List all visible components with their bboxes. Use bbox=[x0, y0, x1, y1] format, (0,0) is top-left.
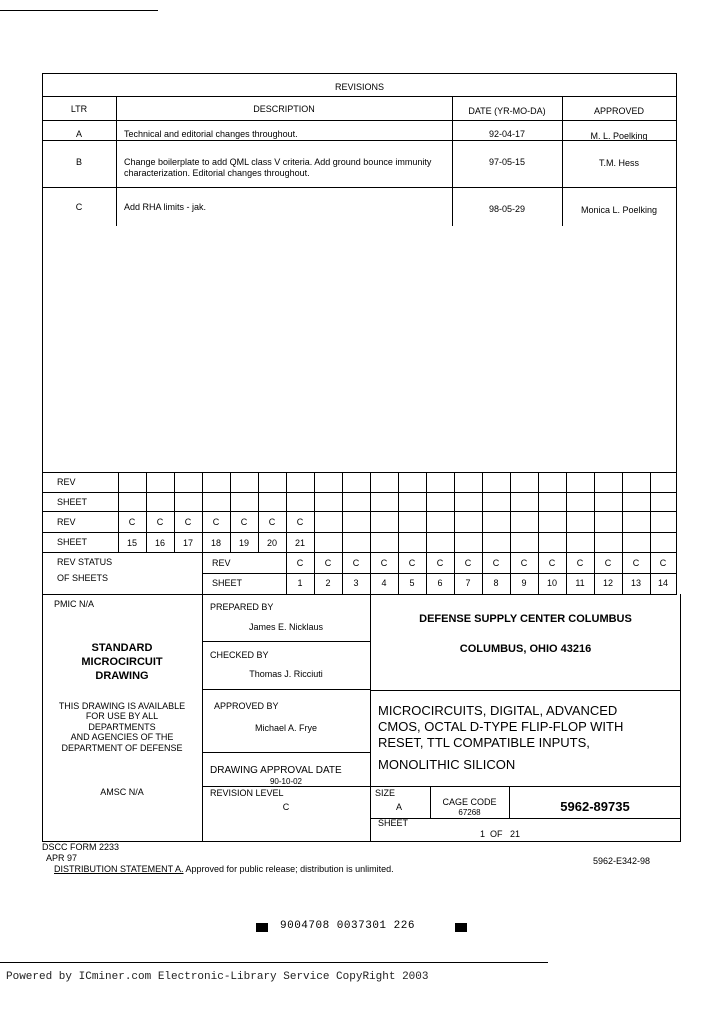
grid-sheet-label: SHEET bbox=[57, 537, 88, 547]
grid-cell: C bbox=[659, 558, 667, 568]
rev-status-label: REV STATUS bbox=[57, 557, 113, 567]
grid-cell: 5 bbox=[409, 578, 415, 588]
revision-level-label: REVISION LEVEL bbox=[210, 788, 284, 798]
revision-ltr: B bbox=[75, 157, 82, 167]
grid-cell: 11 bbox=[575, 578, 585, 588]
barcode-block-left bbox=[256, 923, 268, 932]
grid-cell: 19 bbox=[238, 538, 249, 548]
grid-cell: C bbox=[296, 517, 304, 527]
revision-description: Add RHA limits - jak. bbox=[124, 202, 207, 212]
revision-approved: Monica L. Poelking bbox=[580, 205, 658, 215]
grid-cell: C bbox=[240, 517, 248, 527]
grid-cell: C bbox=[548, 558, 556, 568]
form-number: DSCC FORM 2233 bbox=[42, 842, 120, 852]
amsc: AMSC N/A bbox=[100, 787, 144, 797]
pmic: PMIC N/A bbox=[54, 599, 95, 609]
checked-by-label: CHECKED BY bbox=[210, 650, 269, 660]
revision-description: Change boilerplate to add QML class V criteria. Add ground bounce immunity characterization. Editorial changes throughout. bbox=[124, 157, 432, 178]
grid-cell: 4 bbox=[381, 578, 387, 588]
agency-name: DEFENSE SUPPLY CENTER COLUMBUS bbox=[419, 613, 632, 625]
grid-cell: C bbox=[212, 517, 220, 527]
sheet-label: SHEET bbox=[378, 818, 409, 828]
grid-cell: C bbox=[520, 558, 528, 568]
grid-cell: 1 bbox=[297, 578, 303, 588]
grid-rev-label: REV bbox=[57, 517, 76, 527]
grid-cell: 15 bbox=[126, 538, 137, 548]
grid-sheet-label: SHEET bbox=[57, 497, 88, 507]
grid-cell: C bbox=[128, 517, 136, 527]
grid-cell: C bbox=[156, 517, 164, 527]
grid-rev-label: REV bbox=[212, 558, 231, 568]
sheet-value: 1 OF 21 bbox=[480, 829, 521, 839]
grid-cell: 17 bbox=[182, 538, 193, 548]
grid-cell: C bbox=[632, 558, 640, 568]
availability-line: DEPARTMENTS bbox=[88, 722, 156, 732]
revision-ltr: A bbox=[75, 129, 82, 139]
grid-cell: 9 bbox=[521, 578, 527, 588]
grid-cell: 3 bbox=[353, 578, 359, 588]
document-code: 5962-E342-98 bbox=[593, 856, 651, 866]
revision-approved: T.M. Hess bbox=[598, 158, 639, 168]
grid-cell: 20 bbox=[266, 538, 277, 548]
grid-sheet-label: SHEET bbox=[212, 578, 243, 588]
grid-cell: C bbox=[408, 558, 416, 568]
grid-cell: 13 bbox=[630, 578, 641, 588]
grid-cell: 12 bbox=[602, 578, 613, 588]
drawing-number: 5962-89735 bbox=[560, 799, 630, 814]
header-ltr: LTR bbox=[70, 104, 88, 114]
grid-cell: 21 bbox=[294, 538, 305, 548]
std-line: STANDARD bbox=[91, 642, 153, 654]
availability-line: AND AGENCIES OF THE bbox=[70, 732, 174, 742]
prepared-by: James E. Nicklaus bbox=[248, 622, 324, 632]
revision-level: C bbox=[282, 802, 290, 812]
barcode-number: 9004708 0037301 226 bbox=[280, 920, 415, 932]
drawing-title-line: MICROCIRCUITS, DIGITAL, ADVANCED bbox=[378, 703, 618, 718]
approval-date: 90-10-02 bbox=[269, 777, 303, 786]
grid-cell: 7 bbox=[465, 578, 471, 588]
revision-date: 98-05-29 bbox=[488, 204, 526, 214]
drawing-title-line: CMOS, OCTAL D-TYPE FLIP-FLOP WITH bbox=[378, 719, 624, 734]
grid-cell: 16 bbox=[154, 538, 165, 548]
approved-by: Michael A. Frye bbox=[254, 723, 318, 733]
size-label: SIZE bbox=[375, 788, 396, 798]
grid-cell: C bbox=[492, 558, 500, 568]
distribution-text: Approved for public release; distribution is unlimited. bbox=[185, 864, 394, 874]
drawing-title-line: MONOLITHIC SILICON bbox=[378, 757, 516, 772]
grid-cell: 8 bbox=[493, 578, 499, 588]
drawing-title-line: RESET, TTL COMPATIBLE INPUTS, bbox=[378, 735, 590, 750]
grid-cell: C bbox=[352, 558, 360, 568]
grid-cell: C bbox=[576, 558, 584, 568]
grid-cell: C bbox=[184, 517, 192, 527]
grid-cell: 10 bbox=[546, 578, 557, 588]
prepared-by-label: PREPARED BY bbox=[210, 602, 274, 612]
revision-ltr: C bbox=[75, 202, 83, 212]
form-date: APR 97 bbox=[46, 853, 78, 863]
powered-by: Powered by ICminer.com Electronic-Library Service CopyRight 2003 bbox=[6, 971, 429, 983]
grid-cell: 6 bbox=[437, 578, 443, 588]
availability-line: DEPARTMENT OF DEFENSE bbox=[61, 743, 183, 753]
approved-by-label: APPROVED BY bbox=[214, 701, 279, 711]
footer-rule bbox=[0, 962, 548, 963]
distribution-statement bbox=[54, 864, 394, 874]
revision-approved: M. L. Poelking bbox=[590, 131, 648, 141]
revision-date: 92-04-17 bbox=[488, 129, 526, 139]
grid-cell: 18 bbox=[210, 538, 221, 548]
approval-date-label: DRAWING APPROVAL DATE bbox=[210, 765, 342, 776]
barcode-block-right bbox=[455, 923, 467, 932]
grid-rev-label: REV bbox=[57, 477, 76, 487]
size-value: A bbox=[396, 802, 403, 812]
availability-line: FOR USE BY ALL bbox=[85, 711, 159, 721]
grid-cell: C bbox=[296, 558, 304, 568]
grid-cell: 2 bbox=[325, 578, 331, 588]
revision-date: 97-05-15 bbox=[488, 157, 526, 167]
header-approved: APPROVED bbox=[593, 106, 644, 116]
grid-cell: C bbox=[380, 558, 388, 568]
grid-cell: C bbox=[436, 558, 444, 568]
revision-description: Technical and editorial changes throughout. bbox=[124, 129, 298, 139]
availability-line: THIS DRAWING IS AVAILABLE bbox=[58, 701, 186, 711]
checked-by: Thomas J. Ricciuti bbox=[249, 669, 323, 679]
cage-label: CAGE CODE bbox=[442, 797, 497, 807]
cage-code: 67268 bbox=[458, 808, 481, 817]
scan-edge-line bbox=[0, 10, 158, 11]
grid-cell: C bbox=[604, 558, 612, 568]
distribution-label: DISTRIBUTION STATEMENT A. bbox=[54, 864, 184, 874]
grid-cell: C bbox=[464, 558, 472, 568]
std-line: DRAWING bbox=[95, 670, 149, 682]
std-line: MICROCIRCUIT bbox=[81, 656, 163, 668]
grid-cell: C bbox=[324, 558, 332, 568]
revisions-title: REVISIONS bbox=[334, 82, 384, 92]
header-description: DESCRIPTION bbox=[253, 104, 315, 114]
grid-cell: C bbox=[268, 517, 276, 527]
grid-cell: 14 bbox=[657, 578, 668, 588]
agency-address: COLUMBUS, OHIO 43216 bbox=[459, 643, 592, 655]
of-sheets-label: OF SHEETS bbox=[57, 573, 109, 583]
header-date: DATE (YR-MO-DA) bbox=[468, 106, 546, 116]
